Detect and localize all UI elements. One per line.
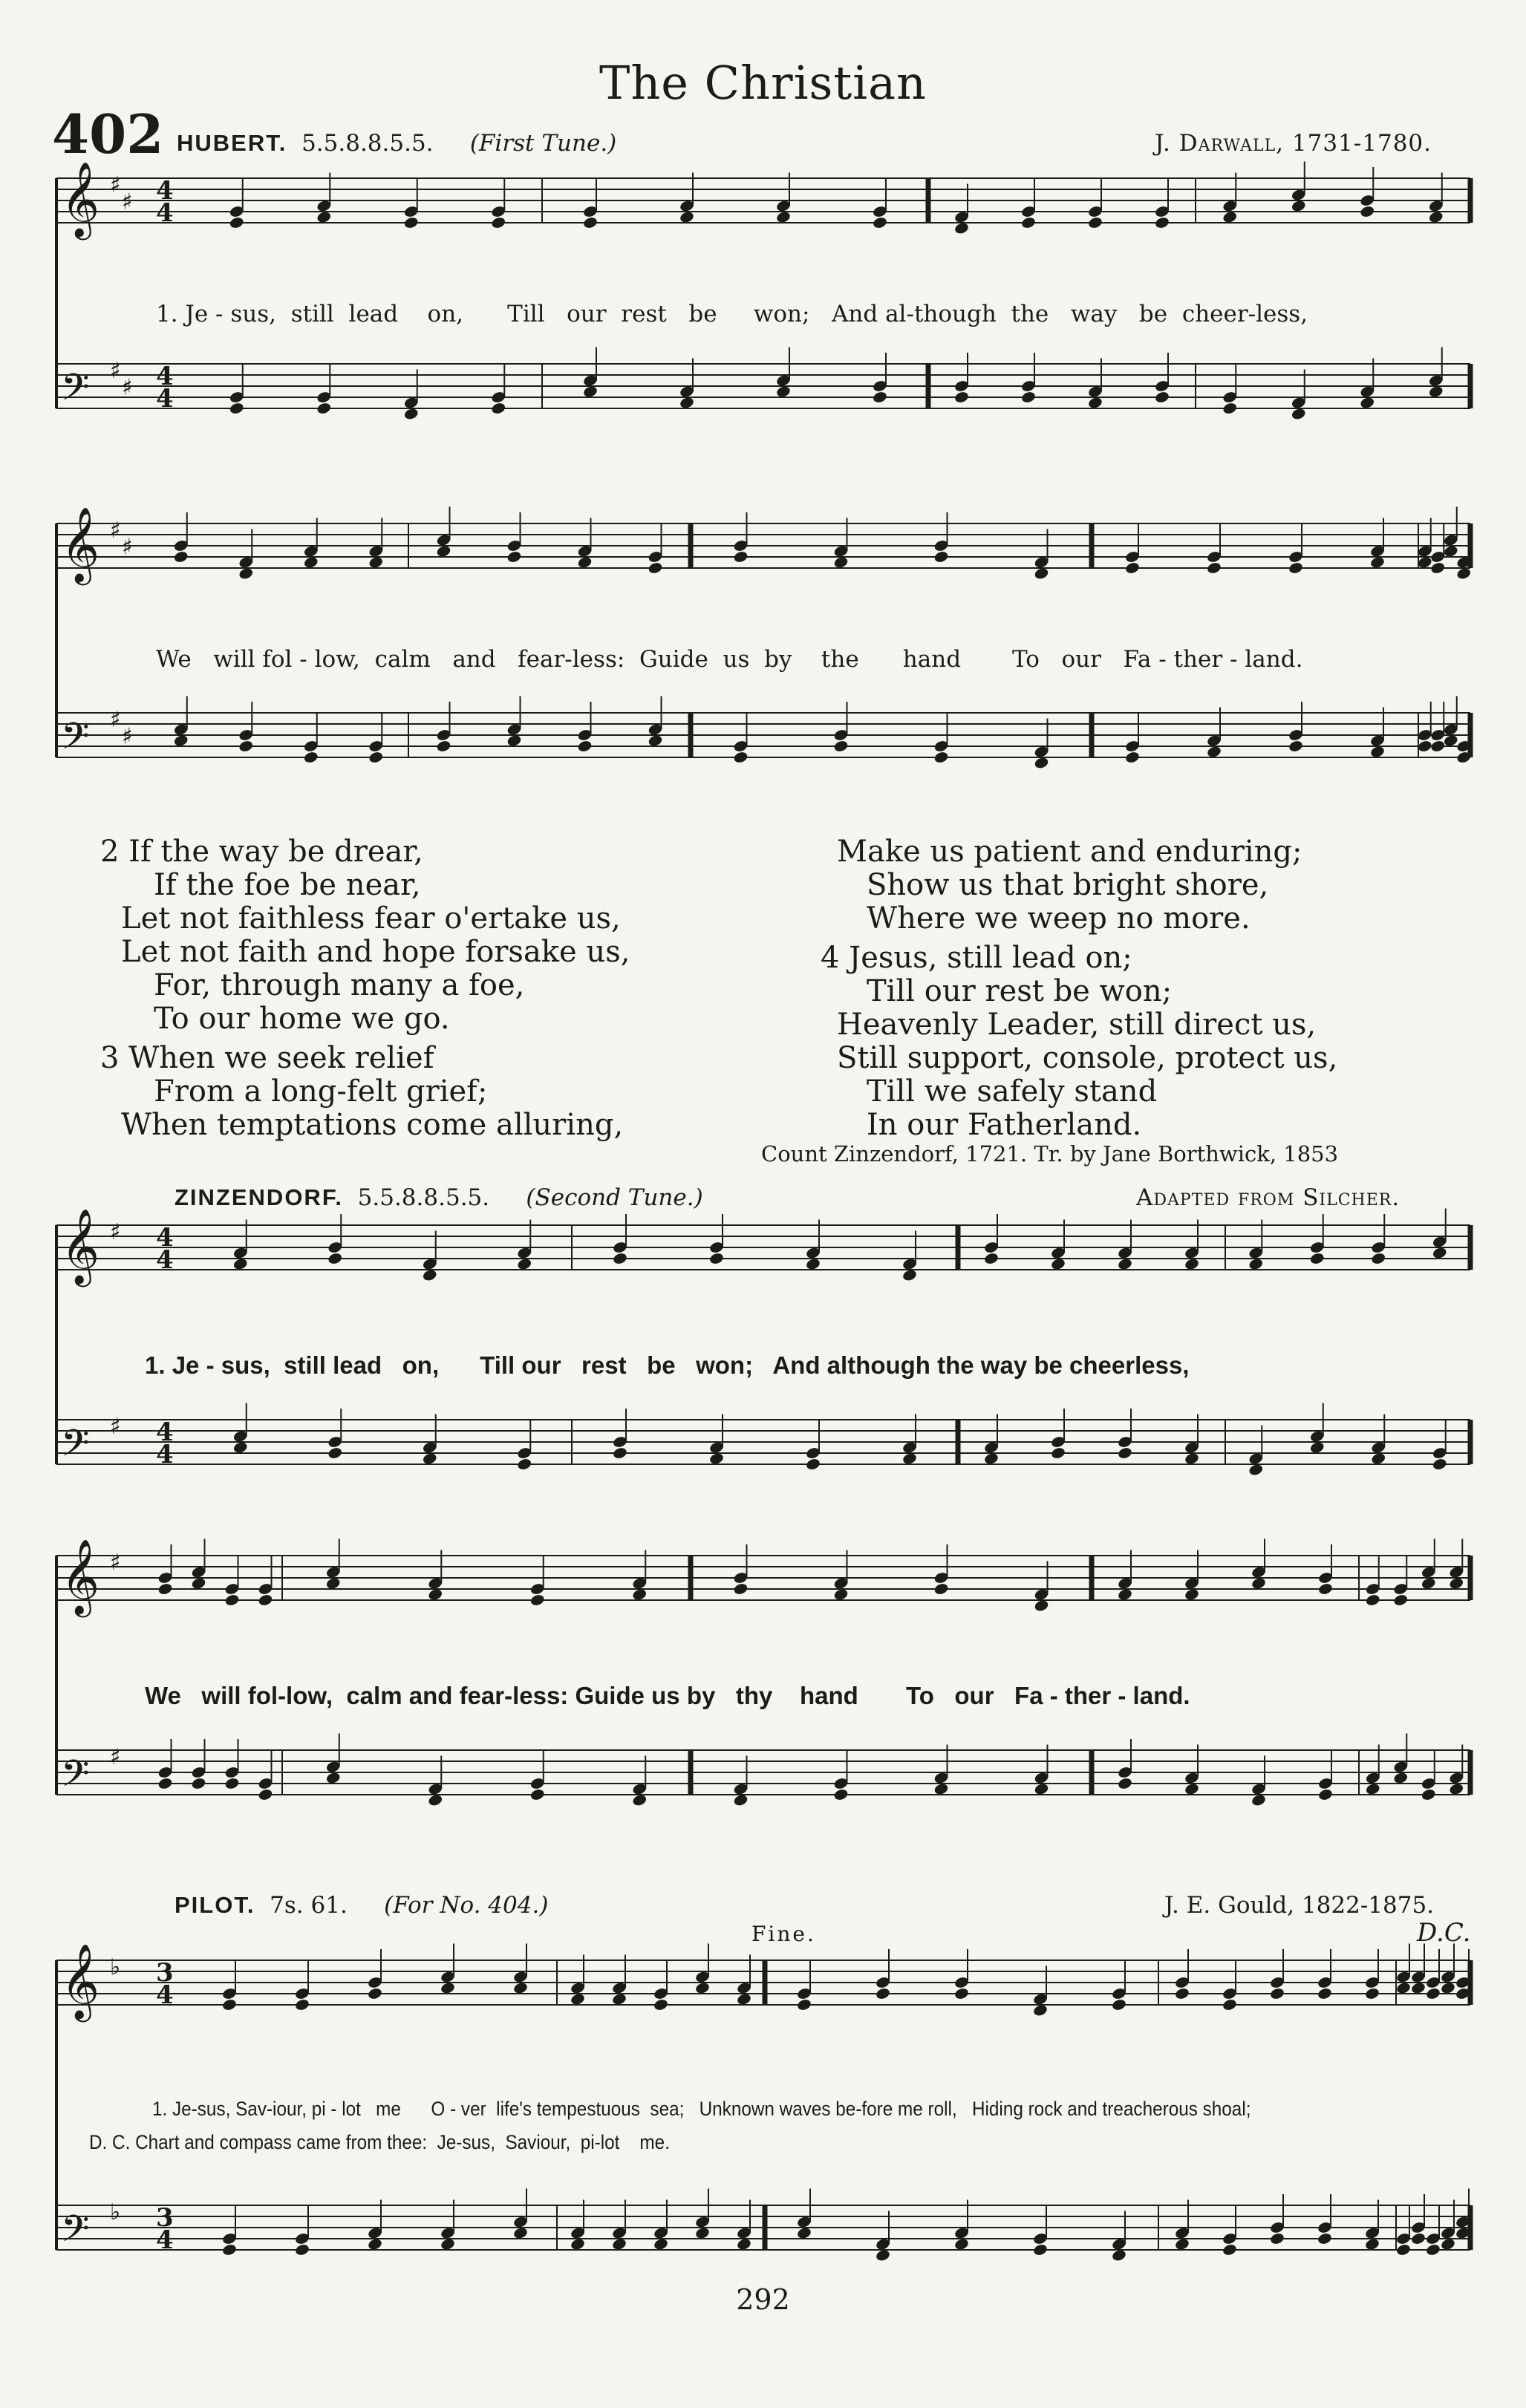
note-chord xyxy=(805,1220,821,1271)
svg-text:3: 3 xyxy=(156,2203,174,2233)
tune3-lyric-line1: 1. Je-sus, Sav-iour, pi - lot me O - ver life's tempestuous sea; Unknown waves be-fore me roll, Hiding rock and treacherous shoal; xyxy=(152,2098,1251,2120)
note-chord xyxy=(1309,1403,1325,1455)
note-chord xyxy=(1050,1409,1066,1460)
note-chord xyxy=(1317,2194,1332,2245)
bass-staff xyxy=(56,348,1470,421)
verse-line: Show us that bright shore, xyxy=(867,868,1269,902)
note-chord xyxy=(191,1739,206,1790)
sharp-icon: ♯ xyxy=(122,723,133,750)
note-chord xyxy=(1288,523,1303,575)
note-chord xyxy=(833,1550,849,1602)
note-chord xyxy=(294,2205,310,2257)
note-chord xyxy=(294,1960,310,2011)
note-chord xyxy=(1430,523,1446,575)
note-chord xyxy=(1184,1550,1199,1602)
note-chord xyxy=(1417,518,1432,570)
note-chord xyxy=(422,1415,437,1466)
note-chord xyxy=(1425,1949,1441,2000)
note-chord xyxy=(632,1756,648,1807)
verses-right-column xyxy=(821,835,1337,1142)
note-chord xyxy=(875,2211,890,2262)
note-chord xyxy=(733,1756,749,1807)
tune1-meter: 5.5.8.8.5.5. xyxy=(301,130,434,157)
tune3-composer: J. E. Gould, 1822-1875. xyxy=(1164,1892,1435,1919)
note-chord xyxy=(1288,702,1303,753)
note-chord xyxy=(258,1556,273,1607)
note-chord xyxy=(1410,1944,1426,1995)
note-chord xyxy=(653,2200,668,2251)
note-chord xyxy=(577,702,593,753)
note-chord xyxy=(1117,1550,1132,1602)
verses-credit: Count Zinzendorf, 1721. Tr. by Jane Borthwick, 1853 xyxy=(761,1141,1339,1167)
note-chord xyxy=(327,1409,343,1460)
note-chord xyxy=(933,713,949,764)
note-chord xyxy=(221,1960,237,2011)
note-chord xyxy=(736,2200,751,2251)
note-chord xyxy=(1291,370,1306,421)
note-chord xyxy=(1034,719,1049,770)
note-chord xyxy=(1222,1960,1237,2011)
note-chord xyxy=(933,1745,949,1796)
note-chord xyxy=(1443,507,1458,558)
svg-text:3: 3 xyxy=(156,1958,174,1988)
note-chord xyxy=(1395,2205,1411,2257)
note-chord xyxy=(440,2200,455,2251)
note-chord xyxy=(1421,1539,1436,1590)
note-chord xyxy=(1184,1220,1199,1271)
note-chord xyxy=(1034,1562,1049,1613)
sharp-icon: ♯ xyxy=(110,358,121,384)
note-chord xyxy=(833,1750,849,1801)
note-chord xyxy=(191,1539,206,1590)
note-chord xyxy=(1421,1750,1436,1801)
note-chord xyxy=(1154,353,1170,404)
note-chord xyxy=(157,1544,173,1596)
note-chord xyxy=(1417,702,1432,753)
note-chord xyxy=(805,1420,821,1471)
note-chord xyxy=(1034,1745,1049,1796)
verses-left-column xyxy=(100,835,630,1142)
note-chord xyxy=(953,184,969,235)
note-chord xyxy=(1034,529,1049,581)
verse-line: 4 Jesus, still lead on; xyxy=(821,941,1132,975)
bass-clef-icon: 𝄢 xyxy=(61,366,90,418)
note-chord xyxy=(506,512,522,564)
treble-staff xyxy=(56,160,1470,241)
note-chord xyxy=(1364,2200,1380,2251)
note-chord xyxy=(512,1944,528,1995)
bass-staff xyxy=(56,2189,1471,2262)
tune1-name: HUBERT. xyxy=(177,130,287,156)
note-chord xyxy=(232,1403,248,1455)
treble-staff xyxy=(56,1207,1470,1288)
verse-line: From a long-felt grief; xyxy=(154,1074,488,1109)
note-chord xyxy=(733,512,749,564)
note-chord xyxy=(1425,2205,1441,2257)
note-chord xyxy=(258,1750,273,1801)
note-chord xyxy=(1440,2200,1455,2251)
note-chord xyxy=(1184,1745,1199,1796)
page-number: 292 xyxy=(736,2283,790,2316)
bass-clef-icon: 𝄢 xyxy=(61,715,90,767)
note-chord xyxy=(157,1739,173,1790)
note-chord xyxy=(1365,1556,1380,1607)
tune1-note: (First Tune.) xyxy=(469,130,617,157)
note-chord xyxy=(1432,1209,1447,1260)
flat-icon: ♭ xyxy=(110,1954,121,1980)
note-chord xyxy=(1432,1420,1447,1471)
note-chord xyxy=(1206,523,1222,575)
note-chord xyxy=(653,1960,668,2011)
sharp-icon: ♯ xyxy=(122,189,133,215)
note-chord xyxy=(679,173,694,224)
note-chord xyxy=(1124,523,1140,575)
note-chord xyxy=(1455,2189,1470,2240)
treble-clef-icon: 𝄞 xyxy=(61,1538,100,1614)
verse-line: If the foe be near, xyxy=(154,868,421,902)
note-chord xyxy=(1222,2205,1237,2257)
bass-staff xyxy=(56,1734,1470,1807)
verse-line: When temptations come alluring, xyxy=(121,1108,624,1142)
verse-line: To our home we go. xyxy=(154,1002,450,1036)
note-chord xyxy=(632,1550,648,1602)
note-chord xyxy=(872,353,887,404)
bass-staff xyxy=(56,696,1472,770)
note-chord xyxy=(1360,167,1375,218)
note-chord xyxy=(1184,1415,1199,1466)
note-chord xyxy=(173,696,189,748)
note-chord xyxy=(1449,1745,1464,1796)
note-chord xyxy=(1222,173,1238,224)
note-chord xyxy=(796,1960,812,2011)
note-chord xyxy=(1317,1750,1333,1801)
note-chord xyxy=(612,1214,627,1265)
treble-staff xyxy=(56,1942,1471,2023)
note-chord xyxy=(224,1556,240,1607)
svg-text:4: 4 xyxy=(156,176,174,206)
tune3-meter: 7s. 61. xyxy=(270,1892,348,1919)
note-chord xyxy=(1455,1949,1470,2000)
note-chord xyxy=(1050,1220,1066,1271)
note-chord xyxy=(708,1214,724,1265)
note-chord xyxy=(1428,173,1444,224)
note-chord xyxy=(582,178,598,229)
note-chord xyxy=(1251,1756,1266,1807)
note-chord xyxy=(933,512,949,564)
treble-clef-icon: 𝄞 xyxy=(61,1207,100,1284)
tune1-composer: J. Darwall, 1731-1780. xyxy=(1155,130,1432,157)
note-chord xyxy=(875,1949,890,2000)
note-chord xyxy=(1317,1544,1333,1596)
note-chord xyxy=(303,713,319,764)
note-chord xyxy=(833,518,849,570)
note-chord xyxy=(1248,1220,1264,1271)
note-chord xyxy=(833,702,849,753)
note-chord xyxy=(368,713,384,764)
note-chord xyxy=(648,523,663,575)
note-chord xyxy=(872,178,887,229)
page-title: The Christian xyxy=(599,56,927,110)
note-chord xyxy=(1111,1960,1126,2011)
note-chord xyxy=(1222,364,1238,415)
dc-marking: D.C. xyxy=(1417,1918,1471,1948)
note-chord xyxy=(1174,1949,1190,2000)
treble-clef-icon: 𝄞 xyxy=(61,160,100,237)
svg-text:4: 4 xyxy=(156,2225,174,2255)
note-chord xyxy=(679,359,694,410)
note-chord xyxy=(1117,1220,1132,1271)
note-chord xyxy=(422,1231,437,1282)
note-chord xyxy=(1269,2194,1285,2245)
note-chord xyxy=(694,2189,710,2240)
note-chord xyxy=(1456,529,1472,581)
note-chord xyxy=(1428,348,1444,399)
note-chord xyxy=(1309,1214,1325,1265)
note-chord xyxy=(1248,1426,1264,1477)
note-chord xyxy=(224,1739,240,1790)
note-chord xyxy=(1360,359,1375,410)
note-chord xyxy=(648,696,663,748)
note-chord xyxy=(1365,1745,1380,1796)
note-chord xyxy=(529,1750,545,1801)
note-chord xyxy=(491,364,506,415)
note-chord xyxy=(1124,713,1140,764)
verse-line: Where we weep no more. xyxy=(867,901,1251,936)
note-chord xyxy=(582,348,598,399)
bass-clef-icon: 𝄢 xyxy=(61,2208,90,2259)
note-chord xyxy=(570,1955,585,2006)
bass-clef-icon: 𝄢 xyxy=(61,1752,90,1804)
note-chord xyxy=(428,1550,443,1602)
note-chord xyxy=(1440,1944,1455,1995)
sharp-icon: ♯ xyxy=(110,1744,121,1770)
note-chord xyxy=(232,1220,248,1271)
note-chord xyxy=(512,2189,528,2240)
note-chord xyxy=(708,1415,724,1466)
verse-line: For, through many a foe, xyxy=(154,968,525,1002)
note-chord xyxy=(983,1415,999,1466)
note-chord xyxy=(933,1544,949,1596)
tune2-meter: 5.5.8.8.5.5. xyxy=(357,1184,490,1211)
note-chord xyxy=(577,518,593,570)
svg-text:4: 4 xyxy=(156,198,174,228)
tune3-note: (For No. 404.) xyxy=(384,1892,549,1919)
treble-staff xyxy=(56,1538,1470,1618)
note-chord xyxy=(1269,1949,1285,2000)
note-chord xyxy=(1371,1214,1386,1265)
note-chord xyxy=(733,1544,749,1596)
note-chord xyxy=(1369,518,1385,570)
note-chord xyxy=(316,364,332,415)
note-chord xyxy=(1364,1949,1380,2000)
note-chord xyxy=(325,1734,341,1785)
tune3-lyric-line2: D. C. Chart and compass came from thee: Je-sus, Saviour, pi-lot me. xyxy=(89,2131,670,2153)
sharp-icon: ♯ xyxy=(122,374,133,401)
note-chord xyxy=(221,2205,237,2257)
note-chord xyxy=(367,2200,382,2251)
note-chord xyxy=(775,348,791,399)
note-chord xyxy=(325,1539,341,1590)
note-chord xyxy=(733,713,749,764)
verse-line: Till we safely stand xyxy=(867,1074,1158,1109)
note-chord xyxy=(694,1944,710,1995)
svg-text:4: 4 xyxy=(156,384,174,414)
note-chord xyxy=(1251,1539,1266,1590)
note-chord xyxy=(1087,178,1103,229)
note-chord xyxy=(1369,708,1385,759)
note-chord xyxy=(428,1756,443,1807)
tune2-composer: Adapted from Silcher. xyxy=(1136,1184,1401,1211)
tune3-header xyxy=(175,1892,548,1919)
bass-clef-icon: 𝄢 xyxy=(61,1422,90,1474)
note-chord xyxy=(403,370,419,421)
note-chord xyxy=(436,702,451,753)
note-chord xyxy=(327,1214,343,1265)
note-chord xyxy=(1206,708,1222,759)
note-chord xyxy=(506,696,522,748)
note-chord xyxy=(1117,1409,1132,1460)
tune1-header xyxy=(177,130,616,157)
note-chord xyxy=(953,2200,969,2251)
note-chord xyxy=(1317,1949,1332,2000)
note-chord xyxy=(1371,1415,1386,1466)
note-chord xyxy=(1449,1539,1464,1590)
note-chord xyxy=(517,1220,532,1271)
note-chord xyxy=(1456,713,1472,764)
verse-line: Let not faithless fear o'ertake us, xyxy=(121,901,621,936)
note-chord xyxy=(1117,1739,1132,1790)
sharp-icon: ♯ xyxy=(110,1414,121,1440)
treble-clef-icon: 𝄞 xyxy=(61,1942,100,2019)
note-chord xyxy=(953,1949,969,2000)
verse-line: Make us patient and enduring; xyxy=(837,835,1302,869)
note-chord xyxy=(1154,178,1170,229)
treble-clef-icon: 𝄞 xyxy=(61,506,100,582)
tune2-note: (Second Tune.) xyxy=(526,1184,703,1211)
note-chord xyxy=(1395,1944,1411,1995)
note-chord xyxy=(736,1955,751,2006)
verse-line: Heavenly Leader, still direct us, xyxy=(837,1008,1317,1042)
note-chord xyxy=(953,353,969,404)
note-chord xyxy=(316,173,332,224)
svg-text:4: 4 xyxy=(156,1980,174,2010)
note-chord xyxy=(436,507,451,558)
note-chord xyxy=(1020,353,1036,404)
note-chord xyxy=(403,178,419,229)
note-chord xyxy=(1020,178,1036,229)
note-chord xyxy=(1087,359,1103,410)
note-chord xyxy=(440,1944,455,1995)
note-chord xyxy=(529,1556,545,1607)
tune2-lyric-line2: We will fol-low, calm and fear-less: Guide us by thy hand To our Fa - ther - land. xyxy=(145,1682,1190,1709)
verse-line: 3 When we seek relief xyxy=(100,1041,434,1075)
tune2-header xyxy=(175,1184,703,1211)
note-chord xyxy=(1393,1556,1409,1607)
note-chord xyxy=(1174,2200,1190,2251)
note-chord xyxy=(1430,702,1446,753)
note-chord xyxy=(173,512,189,564)
tune1-lyric-line2: We will fol - low, calm and fear-less: Guide us by the hand To our Fa - ther - land. xyxy=(156,646,1303,673)
note-chord xyxy=(1291,162,1306,213)
svg-text:4: 4 xyxy=(156,1245,174,1275)
svg-text:4: 4 xyxy=(156,1417,174,1447)
tune1-lyric-line1: 1. Je - sus, still lead on, Till our rest be won; And al-though the way be cheer-less, xyxy=(156,301,1308,327)
note-chord xyxy=(901,1231,917,1282)
bass-staff xyxy=(56,1403,1470,1477)
note-chord xyxy=(1443,696,1458,748)
svg-text:4: 4 xyxy=(156,1440,174,1469)
verse-line: Still support, console, protect us, xyxy=(837,1041,1338,1075)
flat-icon: ♭ xyxy=(110,2199,121,2225)
note-chord xyxy=(368,518,384,570)
note-chord xyxy=(367,1949,382,2000)
note-chord xyxy=(229,364,244,415)
note-chord xyxy=(611,1955,627,2006)
treble-staff xyxy=(56,506,1472,586)
tune2-lyric-line1: 1. Je - sus, still lead on, Till our rest be won; And although the way be cheerless, xyxy=(145,1351,1190,1379)
note-chord xyxy=(229,178,244,229)
note-chord xyxy=(238,529,254,581)
note-chord xyxy=(517,1420,532,1471)
note-chord xyxy=(1032,1966,1048,2017)
tune2-name: ZINZENDORF. xyxy=(175,1184,343,1210)
note-chord xyxy=(611,2200,627,2251)
note-chord xyxy=(491,178,506,229)
sharp-icon: ♯ xyxy=(110,172,121,198)
sharp-icon: ♯ xyxy=(110,518,121,544)
note-chord xyxy=(303,518,319,570)
note-chord xyxy=(1111,2211,1126,2262)
verse-line: In our Fatherland. xyxy=(867,1108,1142,1142)
sharp-icon: ♯ xyxy=(122,534,133,561)
note-chord xyxy=(612,1409,627,1460)
svg-text:4: 4 xyxy=(156,362,174,391)
note-chord xyxy=(1410,2194,1426,2245)
note-chord xyxy=(983,1214,999,1265)
note-chord xyxy=(570,2200,585,2251)
verse-line: Till our rest be won; xyxy=(867,974,1173,1008)
hymn-number: 402 xyxy=(52,102,164,166)
fine-marking: Fine. xyxy=(751,1922,816,1946)
note-chord xyxy=(775,173,791,224)
sharp-icon: ♯ xyxy=(110,1219,121,1245)
verse-line: Let not faith and hope forsake us, xyxy=(121,935,630,969)
sharp-icon: ♯ xyxy=(110,1550,121,1576)
sharp-icon: ♯ xyxy=(110,707,121,733)
note-chord xyxy=(796,2189,812,2240)
note-chord xyxy=(1032,2205,1048,2257)
tune3-name: PILOT. xyxy=(175,1892,255,1918)
verse-line: 2 If the way be drear, xyxy=(100,835,423,869)
note-chord xyxy=(238,702,254,753)
svg-text:4: 4 xyxy=(156,1223,174,1253)
note-chord xyxy=(1393,1734,1409,1785)
note-chord xyxy=(901,1415,917,1466)
